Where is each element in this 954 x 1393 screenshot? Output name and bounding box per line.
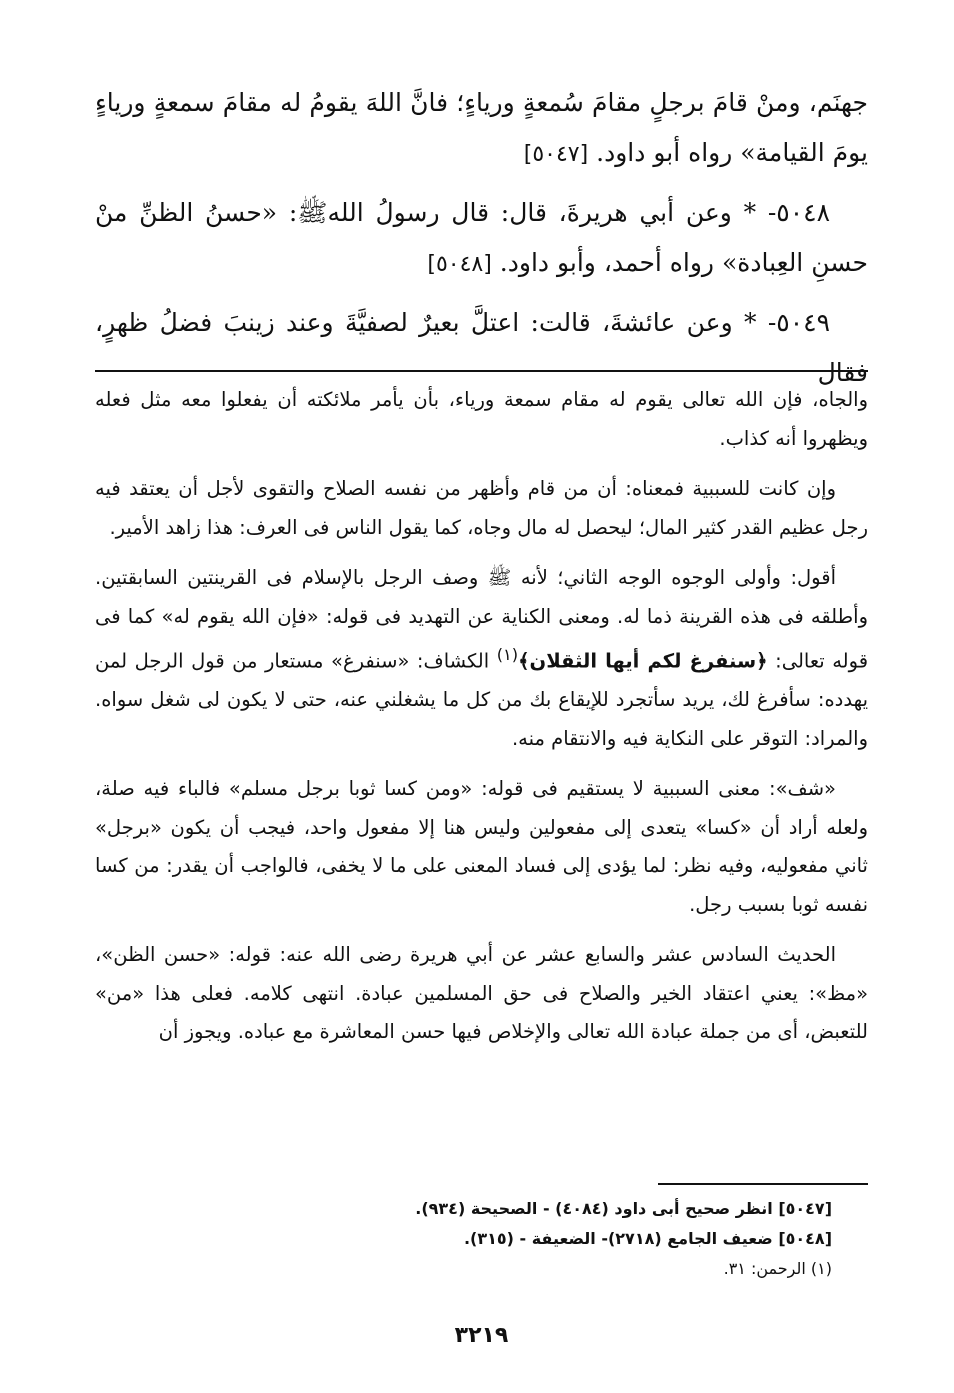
commentary-paragraph-1: والجاه، فإن الله تعالى يقوم له مقام سمعة ورياء، بأن يأمر ملائكته أن يفعلوا معه مثل فعله ويظهروا أنه كذاب. [95,388,868,450]
hadith-5048-text: ٥٠٤٨- * وعن أبي هريرةَ، قال: قال رسولُ اللهﷺ: «حسنُ الظنِّ منْ حسنِ العِبادة» رواه أحمد، وأبو داود. [95,198,868,277]
commentary-paragraph-3 [95,559,868,758]
hadith-5048-reference: [٥٠٤٨] [427,252,492,277]
footnote-1: (١) الرحمن: ٣١. [723,1259,832,1278]
footnote-marker: (١) [496,645,519,664]
hadith-5048 [95,188,868,290]
commentary-paragraph-2: وإن كانت للسببية فمعناه: أن من قام وأظهر من نفسه الصلاح والتقوى لأجل أن يعتقد فيه رجل عظيم القدر كثير المال؛ ليحصل له مال وجاه، كما يقول الناس فى العرف: هذا زاهد الأمير. [95,477,868,539]
commentary-paragraph-5: الحديث السادس عشر والسابع عشر عن أبي هريرة رضى الله عنه: قوله: «حسن الظن»، «مظ»: يعني اعتقاد الخير والصلاح فى حق المسلمين عبادة. انتهى كلامه. فعلى هذا «من» للتعبض، أى من جملة عبادة الله تعالى والإخلاص فيها حسن المعاشرة مع عباده. ويجوز أن [95,943,868,1043]
hadith-text-block [95,78,868,398]
page-number: ٣٢١٩ [454,1323,509,1348]
commentary-paragraph-4: «شف»: معنى السببية لا يستقيم فى قوله: «ومن كسا ثوبا برجل مسلم» فالباء فيه صلة، ولعله أراد أن «كسا» يتعدى إلى مفعولين وليس هنا إلا مفعول واحد، فيجب أن يكون «برجل» ثاني مفعوليه، وفيه نظر: لما يؤدى إلى فساد المعنى على ما لا يخفى، فالواجب أن يقدر: من كسا نفسه ثوبا بسبب رجل. [95,777,868,916]
footnote-5048: [٥٠٤٨] ضعيف الجامع (٢٧١٨)- الضعيفة - (٣١٥). [463,1229,832,1248]
hadith-5047-text: جهنَم، ومنْ قامَ برجلٍ مقامَ سُمعةٍ ورياءٍ؛ فانَّ اللهَ يقومُ له مقامَ سمعةٍ ورياءٍ يومَ القيامة» رواه أبو داود. [95,88,868,167]
book-page [95,78,868,1378]
commentary-paragraph-3-end: الكشاف: «سنفرغ» مستعار من قول الرجل لمن يهدده: سأفرغ لك، يريد سأتجرد للإيقاع بك من كل ما يشغلني عنه، حتى لا يكون لى شغل سواه. والمراد: التوقر على النكاية فيه والانتقام منه. [95,649,868,750]
commentary-paragraph-3-start: أقول: وأولى الوجوه الوجه الثاني؛ لأنه ﷺ وصف الرجل بالإسلام فى القرينتين السابقتين. وأطلقه فى هذه القرينة ذما له. ومعنى الكناية عن التهديد فى قوله: «فإن الله يقوم له» كما فى قوله تعالى: [95,566,869,673]
footnote-5047: [٥٠٤٧] انظر صحيح أبى داود (٤٠٨٤) - الصحيحة (٩٣٤). [415,1199,832,1218]
hadith-5049-text: ٥٠٤٩- * وعن عائشةَ، قالت: اعتلَّ بعيرٌ لصفيَّةَ وعند زينبَ فضلُ ظهرٍ، فقال [95,308,868,387]
footnotes-block [95,1194,868,1284]
main-divider-line [95,370,868,372]
hadith-5047-reference: [٥٠٤٧] [523,142,589,167]
hadith-5047-ending [95,78,868,180]
footnote-divider-line [658,1183,868,1185]
quran-verse-quote: ﴿سنفرغ لكم أيها الثقلان﴾ [518,649,768,673]
commentary-block [95,381,868,1064]
